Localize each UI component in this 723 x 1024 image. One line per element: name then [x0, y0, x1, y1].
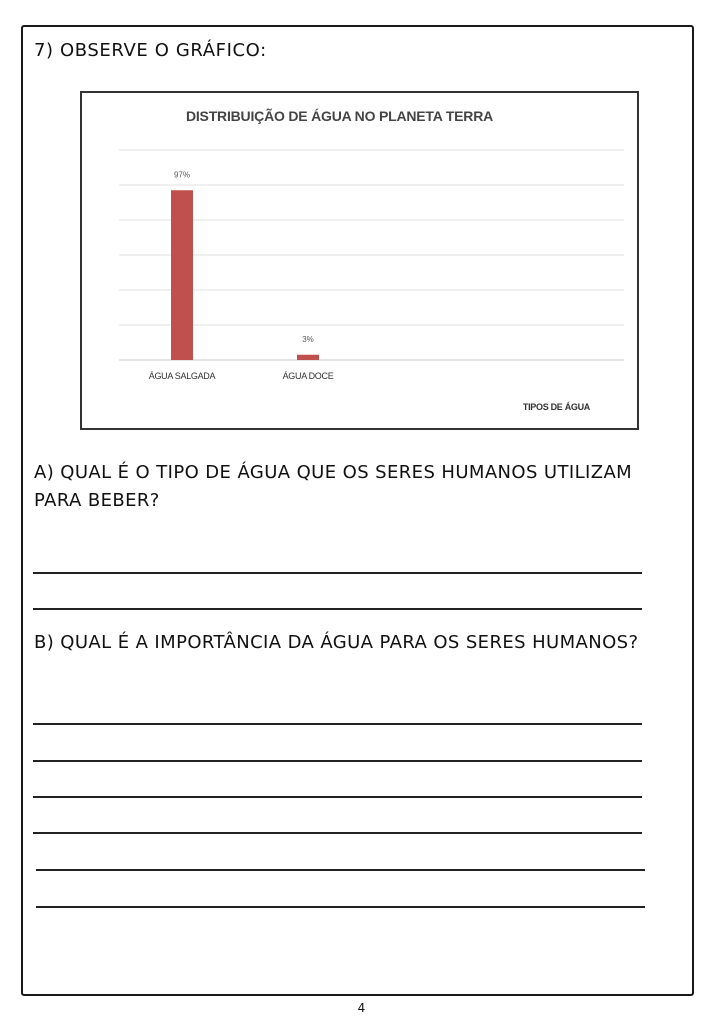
x-axis-label: TIPOS DE ÁGUA [522, 402, 590, 412]
answer-line-b4[interactable] [33, 832, 642, 834]
answer-line-a2[interactable] [33, 608, 642, 610]
data-label: 3% [302, 334, 314, 344]
question-a: A) QUAL É O TIPO DE ÁGUA QUE OS SERES HUMANOS UTILIZAM PARA BEBER? [34, 462, 633, 511]
chart-title: DISTRIBUIÇÃO DE ÁGUA NO PLANETA TERRA [185, 108, 494, 124]
category-label: ÁGUA DOCE [282, 371, 334, 381]
bar-agua-salgada [171, 190, 193, 360]
answer-line-b1[interactable] [33, 723, 642, 725]
data-label: 97% [173, 170, 191, 180]
answer-line-b2[interactable] [33, 760, 642, 762]
question-b: B) QUAL É A IMPORTÂNCIA DA ÁGUA PARA OS SERES HUMANOS? [34, 632, 639, 653]
answer-line-b5[interactable] [36, 869, 645, 871]
answer-line-b3[interactable] [33, 796, 642, 798]
water-distribution-chart [80, 91, 639, 430]
category-label: ÁGUA SALGADA [148, 371, 216, 381]
chart-plot [82, 93, 637, 428]
bar-agua-doce [297, 355, 319, 360]
page-number: 4 [357, 1001, 366, 1015]
answer-line-b6[interactable] [36, 906, 645, 908]
question-title: 7) OBSERVE O GRÁFICO: [34, 40, 267, 61]
answer-line-a1[interactable] [33, 572, 642, 574]
